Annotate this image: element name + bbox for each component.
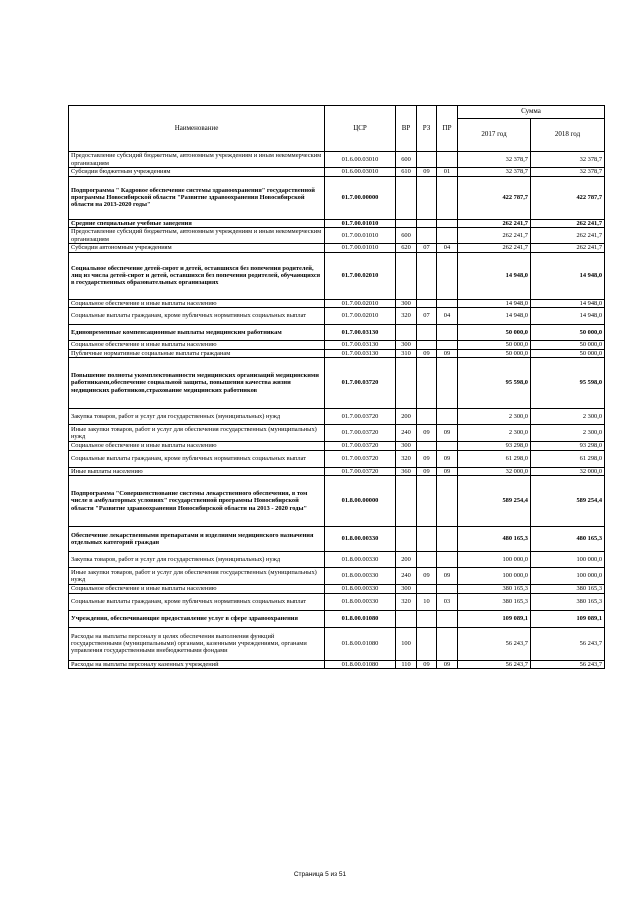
cell-name: Социальное обеспечение и иные выплаты населению [69, 585, 325, 594]
table-body [69, 106, 605, 669]
cell-vr: 620 [396, 244, 417, 253]
cell-name: Иные закупки товаров, работ и услуг для обеспечения государственных (муниципальных) нужд [69, 568, 325, 585]
cell-2017: 100 000,0 [458, 568, 531, 585]
cell-vr: 100 [396, 627, 417, 660]
cell-csr: 01.7.00.03720 [325, 450, 396, 467]
cell-vr: 200 [396, 552, 417, 568]
cell-2018: 589 254,4 [531, 476, 605, 527]
cell-2018: 380 165,3 [531, 593, 605, 610]
cell-rz [417, 299, 437, 308]
header-year-2017: 2017 год [458, 119, 531, 152]
cell-name: Расходы на выплаты персоналу в целях обеспечения выполнения функций государственными (муниципальными) органами, казенными учреждениями, органами управления государственными внебюджетными фондами [69, 627, 325, 660]
cell-rz [417, 552, 437, 568]
cell-vr: 300 [396, 442, 417, 451]
cell-2018: 32 378,7 [531, 168, 605, 177]
cell-name: Иные выплаты населению [69, 467, 325, 476]
cell-2017: 109 089,1 [458, 610, 531, 627]
cell-rz [417, 442, 437, 451]
cell-csr: 01.8.00.00330 [325, 593, 396, 610]
cell-pr [437, 299, 458, 308]
cell-pr [437, 219, 458, 228]
cell-csr: 01.7.00.03720 [325, 467, 396, 476]
cell-rz [417, 176, 437, 219]
cell-name: Субсидии автономным учреждениям [69, 244, 325, 253]
table-row [69, 252, 605, 299]
cell-2018: 95 598,0 [531, 358, 605, 409]
cell-name: Обеспечение лекарственными препаратами и изделиями медицинского назначения отдельных категорий граждан [69, 527, 325, 552]
cell-name: Субсидии бюджетным учреждениям [69, 168, 325, 177]
cell-2017: 61 298,0 [458, 450, 531, 467]
cell-2018: 50 000,0 [531, 349, 605, 358]
cell-csr: 01.7.00.03720 [325, 442, 396, 451]
cell-rz: 09 [417, 168, 437, 177]
cell-name: Закупка товаров, работ и услуг для государственных (муниципальных) нужд [69, 409, 325, 425]
cell-rz [417, 252, 437, 299]
cell-csr: 01.7.00.00000 [325, 176, 396, 219]
table-row [69, 476, 605, 527]
cell-2018: 422 787,7 [531, 176, 605, 219]
cell-csr: 01.7.00.03130 [325, 325, 396, 341]
cell-2017: 32 000,0 [458, 467, 531, 476]
cell-pr: 09 [437, 349, 458, 358]
cell-2018: 262 241,7 [531, 219, 605, 228]
cell-2018: 100 000,0 [531, 552, 605, 568]
cell-2017: 589 254,4 [458, 476, 531, 527]
cell-rz: 09 [417, 425, 437, 442]
cell-2018: 100 000,0 [531, 568, 605, 585]
table-row [69, 585, 605, 594]
table-row [69, 308, 605, 325]
cell-name: Предоставление субсидий бюджетным, автономным учреждениям и иным некоммерческим организациям [69, 228, 325, 244]
cell-csr: 01.7.00.02010 [325, 252, 396, 299]
cell-pr [437, 358, 458, 409]
cell-rz [417, 627, 437, 660]
header-csr: ЦСР [325, 106, 396, 152]
cell-rz [417, 228, 437, 244]
table-row [69, 152, 605, 168]
table-row [69, 552, 605, 568]
cell-2017: 32 378,7 [458, 168, 531, 177]
cell-pr [437, 228, 458, 244]
cell-pr [437, 610, 458, 627]
cell-2017: 56 243,7 [458, 627, 531, 660]
cell-pr: 01 [437, 168, 458, 177]
cell-csr: 01.7.00.03720 [325, 425, 396, 442]
cell-pr [437, 442, 458, 451]
cell-vr: 300 [396, 299, 417, 308]
cell-2017: 14 948,0 [458, 308, 531, 325]
cell-vr [396, 476, 417, 527]
cell-rz: 09 [417, 450, 437, 467]
table-row [69, 244, 605, 253]
cell-name: Социальное обеспечение и иные выплаты населению [69, 341, 325, 350]
table-row [69, 442, 605, 451]
cell-vr [396, 219, 417, 228]
cell-vr [396, 527, 417, 552]
header-name: Наименование [69, 106, 325, 152]
table-row [69, 568, 605, 585]
cell-name: Расходы на выплаты персоналу казенных учреждений [69, 660, 325, 669]
cell-vr: 320 [396, 450, 417, 467]
cell-2018: 14 948,0 [531, 299, 605, 308]
table-row [69, 450, 605, 467]
budget-table [68, 105, 605, 669]
cell-pr [437, 252, 458, 299]
cell-2018: 262 241,7 [531, 244, 605, 253]
cell-name: Повышение полноты укомплектованности медицинских организаций медицинскими работниками,обеспечение социальной защиты, повышения качества жизни медицинских работников,страхование медицинских работников [69, 358, 325, 409]
cell-rz [417, 358, 437, 409]
header-sum: Сумма [458, 106, 605, 119]
cell-vr: 610 [396, 168, 417, 177]
cell-vr: 310 [396, 349, 417, 358]
cell-2018: 262 241,7 [531, 228, 605, 244]
cell-pr [437, 341, 458, 350]
cell-csr: 01.8.00.01080 [325, 610, 396, 627]
cell-csr: 01.7.00.03720 [325, 409, 396, 425]
table-row [69, 467, 605, 476]
cell-csr: 01.7.00.01010 [325, 219, 396, 228]
cell-2018: 93 298,0 [531, 442, 605, 451]
cell-rz [417, 409, 437, 425]
cell-csr: 01.7.00.02010 [325, 299, 396, 308]
cell-2017: 32 378,7 [458, 152, 531, 168]
table-row [69, 325, 605, 341]
cell-csr: 01.8.00.01080 [325, 660, 396, 669]
cell-vr [396, 176, 417, 219]
cell-name: Средние специальные учебные заведения [69, 219, 325, 228]
cell-2018: 2 300,0 [531, 409, 605, 425]
cell-2017: 14 948,0 [458, 299, 531, 308]
cell-2018: 14 948,0 [531, 252, 605, 299]
cell-vr: 600 [396, 228, 417, 244]
table-row [69, 168, 605, 177]
table-row [69, 660, 605, 669]
cell-csr: 01.6.00.03010 [325, 152, 396, 168]
cell-rz [417, 152, 437, 168]
cell-pr: 09 [437, 660, 458, 669]
cell-pr [437, 152, 458, 168]
cell-2017: 93 298,0 [458, 442, 531, 451]
cell-2018: 32 000,0 [531, 467, 605, 476]
cell-name: Социальные выплаты гражданам, кроме публичных нормативных социальных выплат [69, 450, 325, 467]
cell-name: Иные закупки товаров, работ и услуг для обеспечения государственных (муниципальных) нужд [69, 425, 325, 442]
cell-pr: 04 [437, 244, 458, 253]
cell-name: Предоставление субсидий бюджетным, автономным учреждениям и иным некоммерческим организациям [69, 152, 325, 168]
table-row [69, 409, 605, 425]
cell-2017: 56 243,7 [458, 660, 531, 669]
cell-2018: 50 000,0 [531, 341, 605, 350]
table-row [69, 593, 605, 610]
cell-name: Закупка товаров, работ и услуг для государственных (муниципальных) нужд [69, 552, 325, 568]
cell-csr: 01.8.00.00000 [325, 476, 396, 527]
cell-vr: 320 [396, 593, 417, 610]
cell-pr [437, 627, 458, 660]
cell-pr [437, 552, 458, 568]
header-rz: РЗ [417, 106, 437, 152]
cell-csr: 01.7.00.03720 [325, 358, 396, 409]
cell-pr: 03 [437, 593, 458, 610]
table-row [69, 358, 605, 409]
cell-2017: 50 000,0 [458, 325, 531, 341]
cell-csr: 01.7.00.02010 [325, 308, 396, 325]
cell-2017: 2 300,0 [458, 425, 531, 442]
cell-2017: 14 948,0 [458, 252, 531, 299]
cell-2017: 262 241,7 [458, 228, 531, 244]
cell-2018: 2 300,0 [531, 425, 605, 442]
cell-rz [417, 527, 437, 552]
cell-rz [417, 219, 437, 228]
cell-vr [396, 325, 417, 341]
cell-rz: 09 [417, 467, 437, 476]
table-row [69, 299, 605, 308]
cell-2018: 56 243,7 [531, 660, 605, 669]
cell-rz [417, 610, 437, 627]
cell-rz [417, 325, 437, 341]
cell-2018: 61 298,0 [531, 450, 605, 467]
cell-csr: 01.8.00.00330 [325, 568, 396, 585]
cell-vr: 600 [396, 152, 417, 168]
cell-rz: 07 [417, 308, 437, 325]
header-year-2018: 2018 год [531, 119, 605, 152]
cell-rz: 07 [417, 244, 437, 253]
cell-pr: 09 [437, 450, 458, 467]
page-number: Страница 5 из 51 [293, 871, 347, 878]
table-row [69, 425, 605, 442]
cell-2018: 50 000,0 [531, 325, 605, 341]
cell-name: Подпрограмма " Кадровое обеспечение системы здравоохранения" государственной программы Новосибирской области "Развитие здравоохранения Новосибирской области на 2013-2020 годы" [69, 176, 325, 219]
cell-2017: 480 165,3 [458, 527, 531, 552]
cell-csr: 01.8.00.01080 [325, 627, 396, 660]
cell-name: Публичные нормативные социальные выплаты гражданам [69, 349, 325, 358]
cell-vr: 300 [396, 341, 417, 350]
cell-csr: 01.7.00.01010 [325, 244, 396, 253]
header-row-top [69, 106, 605, 119]
cell-name: Учреждения, обеспечивающие предоставление услуг в сфере здравоохранения [69, 610, 325, 627]
header-vr: ВР [396, 106, 417, 152]
cell-vr: 240 [396, 425, 417, 442]
cell-2018: 480 165,3 [531, 527, 605, 552]
cell-2017: 380 165,3 [458, 593, 531, 610]
cell-vr: 110 [396, 660, 417, 669]
cell-2017: 50 000,0 [458, 341, 531, 350]
cell-vr: 200 [396, 409, 417, 425]
cell-rz [417, 585, 437, 594]
cell-2017: 2 300,0 [458, 409, 531, 425]
cell-csr: 01.7.00.03130 [325, 341, 396, 350]
cell-name: Социальные выплаты гражданам, кроме публичных нормативных социальных выплат [69, 593, 325, 610]
cell-name: Социальное обеспечение и иные выплаты населению [69, 299, 325, 308]
header-pr: ПР [437, 106, 458, 152]
cell-2018: 380 165,3 [531, 585, 605, 594]
cell-name: Социальное обеспечение и иные выплаты населению [69, 442, 325, 451]
table-row [69, 176, 605, 219]
cell-pr: 09 [437, 467, 458, 476]
cell-2017: 100 000,0 [458, 552, 531, 568]
cell-2018: 109 089,1 [531, 610, 605, 627]
table-row [69, 610, 605, 627]
cell-name: Подпрограмма "Совершенствование системы лекарственного обеспечения, в том числе в амбулаторных условиях" государственной программы Новосибирской области "Развитие здравоохранения Новосибирской области на 2013 - 2020 годы" [69, 476, 325, 527]
table-row [69, 228, 605, 244]
cell-pr [437, 476, 458, 527]
cell-rz: 09 [417, 660, 437, 669]
cell-2017: 95 598,0 [458, 358, 531, 409]
table-row [69, 349, 605, 358]
cell-vr: 320 [396, 308, 417, 325]
cell-csr: 01.7.00.03130 [325, 349, 396, 358]
table-row [69, 341, 605, 350]
cell-csr: 01.8.00.00330 [325, 527, 396, 552]
cell-rz: 10 [417, 593, 437, 610]
cell-name: Социальные выплаты гражданам, кроме публичных нормативных социальных выплат [69, 308, 325, 325]
cell-csr: 01.8.00.00330 [325, 585, 396, 594]
cell-vr [396, 252, 417, 299]
cell-2017: 50 000,0 [458, 349, 531, 358]
cell-pr [437, 585, 458, 594]
cell-vr: 300 [396, 585, 417, 594]
cell-2018: 32 378,7 [531, 152, 605, 168]
cell-2017: 380 165,3 [458, 585, 531, 594]
cell-2018: 56 243,7 [531, 627, 605, 660]
cell-csr: 01.6.00.03010 [325, 168, 396, 177]
cell-vr [396, 358, 417, 409]
cell-pr: 04 [437, 308, 458, 325]
cell-vr: 240 [396, 568, 417, 585]
cell-rz [417, 476, 437, 527]
table-row [69, 627, 605, 660]
table-row [69, 219, 605, 228]
cell-pr [437, 527, 458, 552]
cell-name: Социальное обеспечение детей-сирот и детей, оставшихся без попечения родителей, лиц из числа детей-сирот и детей, оставшихся без попечения родителей, обучающихся в государственных образовательных организациях [69, 252, 325, 299]
cell-vr: 360 [396, 467, 417, 476]
cell-rz: 09 [417, 349, 437, 358]
cell-2017: 422 787,7 [458, 176, 531, 219]
cell-2017: 262 241,7 [458, 219, 531, 228]
cell-2017: 262 241,7 [458, 244, 531, 253]
cell-vr [396, 610, 417, 627]
table-row [69, 527, 605, 552]
cell-name: Единовременные компенсационные выплаты медицинским работникам [69, 325, 325, 341]
cell-pr [437, 409, 458, 425]
cell-pr: 09 [437, 568, 458, 585]
cell-rz [417, 341, 437, 350]
cell-2018: 14 948,0 [531, 308, 605, 325]
cell-pr [437, 176, 458, 219]
cell-rz: 09 [417, 568, 437, 585]
cell-csr: 01.8.00.00330 [325, 552, 396, 568]
cell-csr: 01.7.00.01010 [325, 228, 396, 244]
cell-pr: 09 [437, 425, 458, 442]
cell-pr [437, 325, 458, 341]
